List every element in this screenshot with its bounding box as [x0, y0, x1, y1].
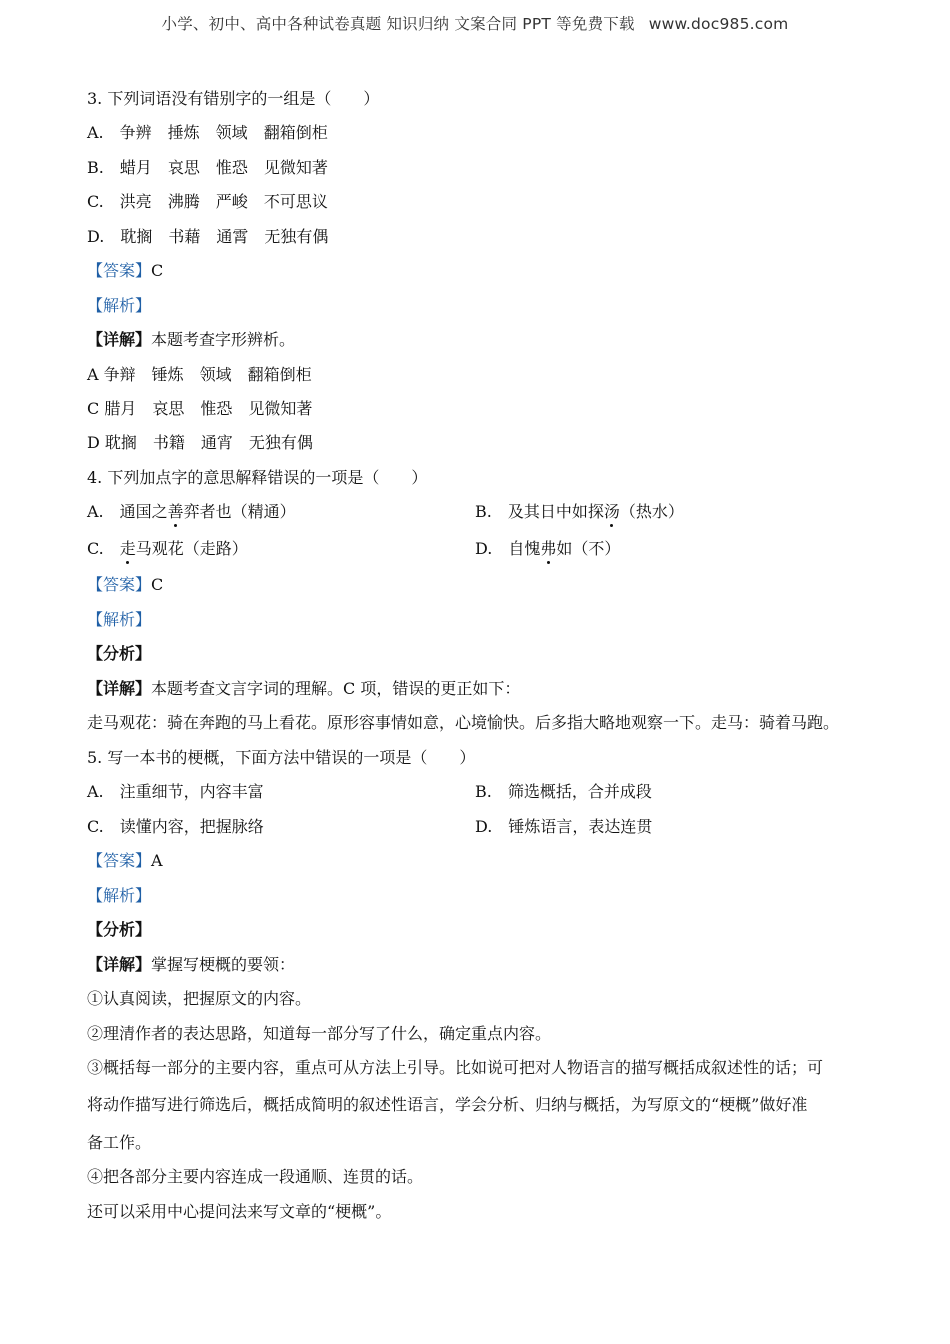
option-label: A. — [87, 123, 104, 142]
answer-value: A — [151, 851, 163, 870]
option-text: 读懂内容，把握脉络 — [119, 817, 264, 836]
q4-fenxi-tag: 【分析】 — [87, 644, 152, 663]
q4-detail — [87, 679, 520, 699]
header-text: 小学、初中、高中各种试卷真题 知识归纳 文案合同 PPT 等免费下载 — [161, 15, 635, 33]
option-word: 无独有偶 — [264, 227, 329, 246]
dotted-char: 汤 — [603, 502, 620, 521]
dotted-char: 善 — [167, 502, 184, 521]
q5-answer — [87, 851, 163, 871]
q5-detail — [87, 955, 295, 975]
header-url[interactable]: www.doc985.com — [648, 15, 789, 33]
option-label: A. — [87, 782, 104, 801]
q4-stem: 4. 下列加点字的意思解释错误的一项是（ ） — [87, 468, 428, 487]
q3-answer — [87, 261, 163, 281]
q3-option-a — [87, 123, 344, 143]
q3-analysis-tag: 【解析】 — [87, 296, 152, 315]
option-label: D. — [475, 539, 493, 558]
option-label: C. — [87, 192, 104, 211]
option-text: 筛选概括，合并成段 — [507, 782, 652, 801]
option-word: 蜡月 — [119, 158, 152, 177]
option-word: 不可思议 — [263, 192, 328, 211]
option-label: D. — [475, 817, 493, 836]
option-text: 注重细节，内容丰富 — [119, 782, 264, 801]
q5-point-1: ①认真阅读，把握原文的内容。 — [87, 989, 312, 1008]
answer-tag: 【答案】 — [87, 851, 152, 870]
q5-option-c — [87, 817, 264, 837]
option-word: 书藉 — [168, 227, 201, 246]
option-text: 及其日中如探 — [507, 502, 604, 521]
option-word: 严峻 — [215, 192, 248, 211]
q4-answer — [87, 575, 163, 595]
dotted-char: 弗 — [540, 539, 557, 558]
q5-point-3-line-1: ③概括每一部分的主要内容，重点可从方法上引导。比如说可把对人物语言的描写概括成叙述性的话；可 — [87, 1058, 824, 1077]
detail-text: 掌握写梗概的要领： — [151, 955, 296, 974]
option-text: 通国之 — [119, 502, 168, 521]
dotted-char: 走 — [119, 539, 136, 558]
option-text: 马观花（走路） — [135, 539, 248, 558]
q3-fix-d: D 耽搁 书籍 通宵 无独有偶 — [87, 433, 313, 452]
q5-option-d — [475, 817, 652, 837]
q4-option-b — [475, 502, 684, 522]
q3-stem: 3. 下列词语没有错别字的一组是（ ） — [87, 89, 380, 108]
detail-tag: 【详解】 — [87, 955, 152, 974]
q5-analysis-tag: 【解析】 — [87, 886, 152, 905]
q5-closing: 还可以采用中心提问法来写文章的“梗概”。 — [87, 1202, 392, 1221]
option-word: 哀思 — [167, 158, 200, 177]
answer-tag: 【答案】 — [87, 575, 152, 594]
option-word: 争辨 — [119, 123, 152, 142]
q4-explain: 走马观花：骑在奔跑的马上看花。原形容事情如意，心境愉快。后多指大略地观察一下。走马：骑着马跑。 — [87, 713, 840, 732]
q5-fenxi-tag: 【分析】 — [87, 920, 152, 939]
detail-text: 本题考查文言字词的理解。C 项，错误的更正如下： — [151, 679, 521, 698]
option-label: C. — [87, 817, 104, 836]
option-word: 惟恐 — [215, 158, 248, 177]
q3-option-c — [87, 192, 344, 212]
option-word: 翻箱倒柜 — [263, 123, 328, 142]
q5-point-4: ④把各部分主要内容连成一段通顺、连贯的话。 — [87, 1167, 424, 1186]
option-label: D. — [87, 227, 105, 246]
option-label: B. — [475, 782, 492, 801]
q4-option-a — [87, 502, 296, 522]
option-label: A. — [87, 502, 104, 521]
q4-option-d — [475, 539, 620, 559]
q3-option-b — [87, 158, 344, 178]
option-word: 通霄 — [216, 227, 249, 246]
option-word: 沸腾 — [167, 192, 200, 211]
option-word: 见微知著 — [263, 158, 328, 177]
option-word: 捶炼 — [167, 123, 200, 142]
q5-point-3-line-2: 将动作描写进行筛选后，概括成简明的叙述性语言，学会分析、归纳与概括，为写原文的“梗概”做好准 — [87, 1095, 808, 1114]
q3-fix-c: C 腊月 哀思 惟恐 见微知著 — [87, 399, 313, 418]
page-header — [0, 12, 950, 34]
q4-analysis-tag: 【解析】 — [87, 610, 152, 629]
answer-tag: 【答案】 — [87, 261, 152, 280]
option-label: B. — [475, 502, 492, 521]
option-text: 弈者也（精通） — [183, 502, 296, 521]
option-text: 自愧 — [508, 539, 541, 558]
q5-stem: 5. 写一本书的梗概，下面方法中错误的一项是（ ） — [87, 748, 476, 767]
answer-value: C — [151, 575, 164, 594]
option-word: 耽搁 — [120, 227, 153, 246]
q3-detail — [87, 330, 295, 350]
q5-point-3-line-3: 备工作。 — [87, 1133, 152, 1152]
q4-option-c — [87, 539, 248, 559]
answer-value: C — [151, 261, 164, 280]
q5-point-2: ②理清作者的表达思路，知道每一部分写了什么，确定重点内容。 — [87, 1024, 552, 1043]
detail-text: 本题考查字形辨析。 — [151, 330, 296, 349]
q5-option-a — [87, 782, 264, 802]
option-label: B. — [87, 158, 104, 177]
q3-option-d — [87, 227, 344, 247]
option-text: 锤炼语言，表达连贯 — [508, 817, 653, 836]
option-text: 如（不） — [556, 539, 621, 558]
option-word: 洪亮 — [119, 192, 152, 211]
q3-fix-a: A 争辩 锤炼 领域 翻箱倒柜 — [87, 365, 312, 384]
option-text: （热水） — [619, 502, 684, 521]
detail-tag: 【详解】 — [87, 679, 152, 698]
option-word: 领域 — [215, 123, 248, 142]
q5-option-b — [475, 782, 652, 802]
detail-tag: 【详解】 — [87, 330, 152, 349]
option-label: C. — [87, 539, 104, 558]
